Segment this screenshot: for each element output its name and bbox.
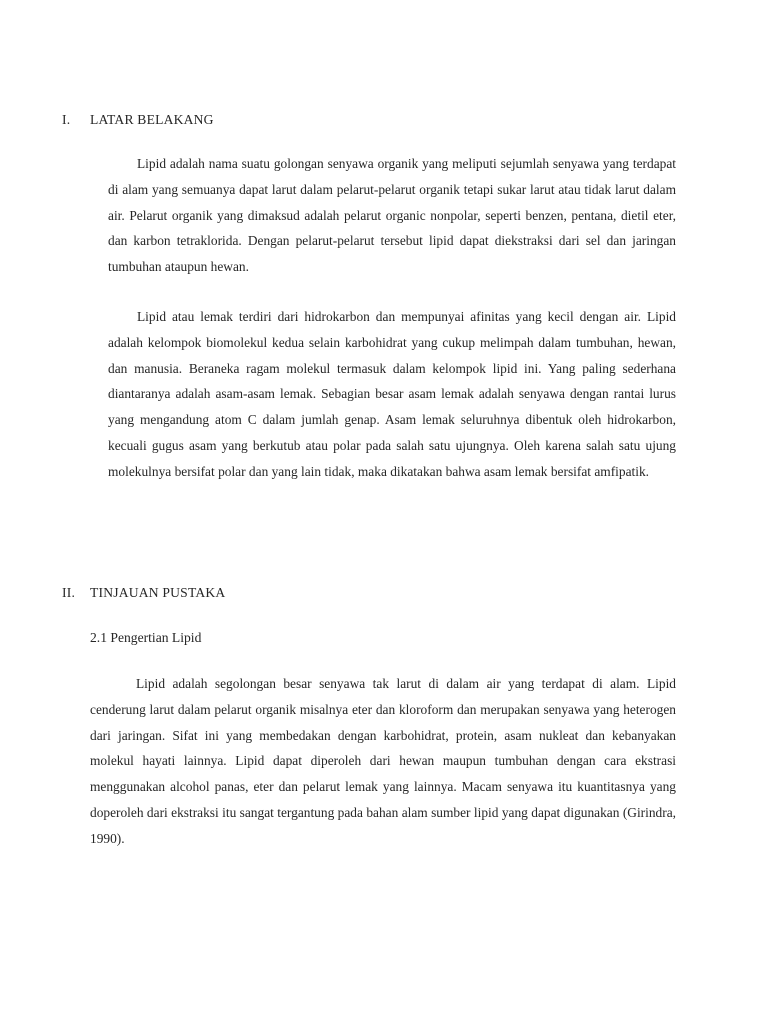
subsection-heading-pengertian-lipid: 2.1 Pengertian Lipid: [90, 630, 202, 645]
section-heading-latar-belakang: [62, 112, 214, 128]
section-title: LATAR BELAKANG: [90, 112, 214, 127]
section-number: I.: [62, 112, 71, 127]
section-number: II.: [62, 585, 76, 600]
paragraph-pengertian-lipid: Lipid adalah segolongan besar senyawa tak larut di dalam air yang terdapat di alam. Lipid cenderung larut dalam pelarut organik misalnya eter dan kloroform dan merupakan senyawa yang heterogen dari jaringan. Sifat ini yang membedakan dengan karbohidrat, protein, asam nukleat dan kebanyakan molekul hayati lainnya. Lipid dapat diperoleh dari hewan maupun tumbuhan dengan cara ekstrasi menggunakan alcohol panas, eter dan pelarut lemak yang lainnya. Macam senyawa itu kuantitasnya yang doperoleh dari ekstraksi itu sangat tergantung pada bahan alam sumber lipid yang dapat digunakan (Girindra, 1990).: [90, 676, 676, 846]
section-heading-tinjauan-pustaka: [62, 585, 225, 601]
section-title-text: TINJAUAN PUSTAKA: [90, 585, 226, 600]
paragraph-lipid-definition: Lipid adalah nama suatu golongan senyawa organik yang meliputi sejumlah senyawa yang terdapat di alam yang semuanya dapat larut dalam pelarut-pelarut organik tetapi sukar larut atau tidak larut dalam air. Pelarut organik yang dimaksud adalah pelarut organic nonpolar, seperti benzen, pentana, dietil eter, dan karbon tetraklorida. Dengan pelarut-pelarut tersebut lipid dapat diekstraksi dari sel dan jaringan tumbuhan ataupun hewan.: [108, 156, 676, 275]
paragraph-lipid-composition: Lipid atau lemak terdiri dari hidrokarbon dan mempunyai afinitas yang kecil dengan air. Lipid adalah kelompok biomolekul kedua selain karbohidrat yang cukup melimpah dalam tumbuhan, hewan, dan manusia. Beraneka ragam molekul termasuk dalam kelompok lipid ini. Yang paling sederhana diantaranya adalah asam-asam lemak. Sebagian besar asam lemak adalah senyawa dengan rantai lurus yang mengandung atom C dalam jumlah genap. Asam lemak seluruhnya dibentuk oleh hidrokarbon, kecuali gugus asam yang berkutub atau polar pada salah satu ujungnya. Oleh karena salah satu ujung molekulnya bersifat polar dan yang lain tidak, maka dikatakan bahwa asam lemak bersifat amfipatik.: [108, 309, 676, 479]
